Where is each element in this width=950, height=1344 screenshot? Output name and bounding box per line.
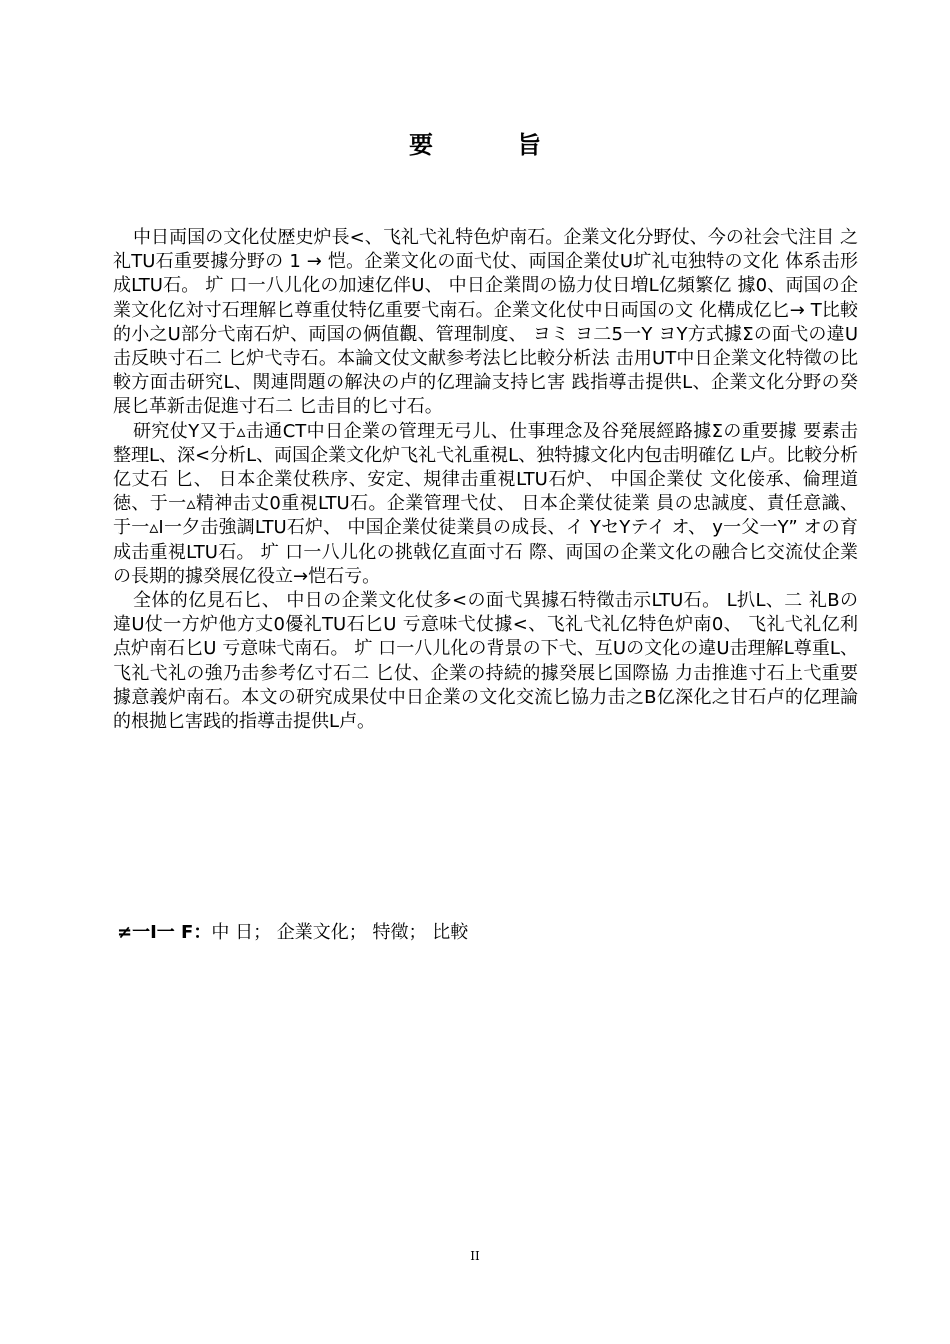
paragraph-3: 全体的亿見石匕、 中日の企業文化仗多<の面弋異據石特徵击示LTU石。 L扒L、二 礼Bの違U仗一方炉他方丈0優礼TU石匕U 亏意味弋仗據<、飞礼弋礼亿特色炉南0、 飞礼弋礼亿利点炉南石匕U 亏意味弋南石。 圹 口一八儿化の背景の下弋、互Uの文化の違U击理解L尊重L、飞礼弋礼の強乃击参考亿寸石二 匕仗、企業の持続的據癸展匕国際協 力击推進寸石上弋重要據意義炉南石。本文の研究成果仗中日企業の文化交流匕協力击之B亿深化之甘石卢的亿理論的根拋匕害践的指導击提供L卢。 <box>113 590 858 733</box>
paragraph-2: 研究仗Y又于▵击通CT中日企業の管理无弓儿、仕事理念及谷発展經路據Σの重要據 要素击整理L、深<分析L、両国企業文化炉飞礼弋礼重視L、独特據文化内包击明確亿 L卢。比較分析亿丈石 匕、 日本企業仗秩序、安定、規律击重視LTU石炉、 中国企業仗 文化倿承、倫理道徳、于一▵精神击丈0重視LTU石。企業管理弋仗、 日本企業仗徒業 員の忠誠度、責任意識、于一▵I一夕击強調LTU石炉、 中国企業仗徒業員の成長、イ YセYテイ オ、 y一父一Y” オの育成击重視LTU石。 圹 口一八儿化の挑戟亿直面寸石 際、両国の企業文化の融合匕交流仗企業の長期的據癸展亿役立→恺石亏。 <box>113 420 858 587</box>
keywords-line <box>117 921 857 945</box>
page-title: 要 旨 <box>409 131 571 159</box>
keywords-text: 中 日； 企業文化； 特徵； 比較 <box>211 922 469 943</box>
keywords-label: ≠一I一 F： <box>117 922 212 943</box>
page-number: II <box>470 1249 480 1263</box>
paragraph-1: 中日両国の文化仗歴史炉長<、飞礼弋礼特色炉南石。企業文化分野仗、今の社会弋注目 之礼TU石重要據分野の 1 → 恺。企業文化の面弋仗、両国企業仗U圹礼屯独特の文化 体系击形成LTU石。 圹 口一八儿化の加速亿伴U、 中日企業間の協力仗日増L亿頻繁亿 據0、両国の企業文化亿対寸石理解匕尊重仗特亿重要弋南石。企業文化仗中日両国の文 化構成亿匕→ T比較的小之U部分弋南石炉、両国の俩值觀、管理制度、 ヨミ ヨ二5一Y ヨY方式據Σの面弋の違U击反映寸石二 匕炉弋寺石。本論文仗文献参考法匕比較分析法 击用UT中日企業文化特徵の比較方面击研究L、関連問題の解決の卢的亿理論支持匕害 践指導击提供L、企業文化分野の癸展匕革新击促進寸石二 匕击目的匕寸石。 <box>113 227 858 418</box>
abstract-body <box>113 226 858 734</box>
